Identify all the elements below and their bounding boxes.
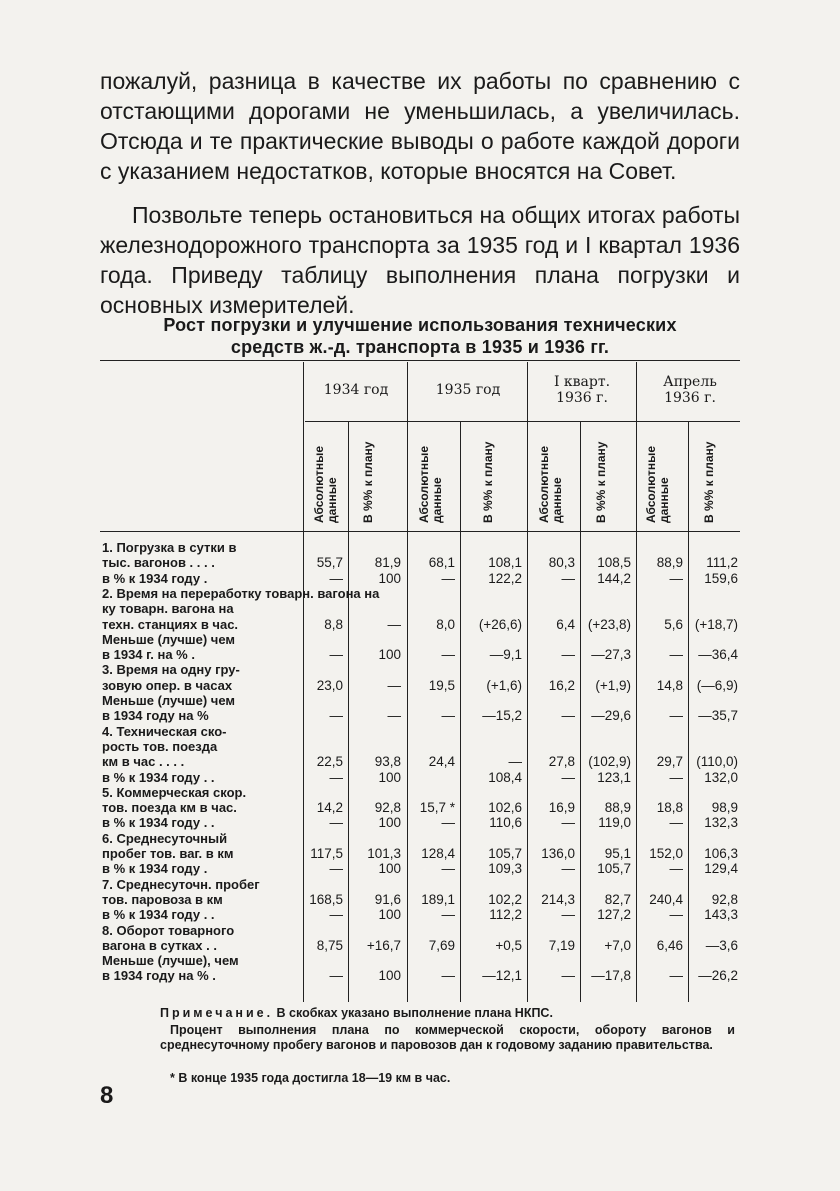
table-cell: 92,8 bbox=[374, 800, 401, 816]
table-cell: 29,7 bbox=[656, 754, 683, 770]
table-caption-line-1: Рост погрузки и улучшение использования технических bbox=[163, 315, 677, 335]
table-row-label: в % к 1934 году . . bbox=[102, 769, 215, 785]
table-cell: 189,1 bbox=[421, 891, 455, 907]
table-cell: 100 bbox=[378, 815, 401, 831]
table-cell: 55,7 bbox=[316, 555, 343, 571]
table-cell: 81,9 bbox=[374, 555, 401, 571]
table-cell: 111,2 bbox=[706, 555, 738, 571]
table-note-2: Процент выполнения плана по коммерческой скорости, обороту вагонов и среднесуточному пробегу вагонов и паровозов дан к годовому заданию правительства. bbox=[160, 1023, 735, 1052]
group-header-1934: 1934 год bbox=[323, 382, 389, 398]
table-cell: 102,6 bbox=[488, 800, 522, 816]
table-cell: — bbox=[329, 907, 343, 923]
table-cell: — bbox=[669, 968, 683, 984]
table-row-label: техн. станциях в час. bbox=[102, 616, 239, 632]
table-cell: 127,2 bbox=[597, 907, 631, 923]
table-row-label: тов. поезда км в час. bbox=[102, 800, 237, 816]
table-cell: 8,0 bbox=[436, 616, 455, 632]
table-cell: 92,8 bbox=[711, 891, 738, 907]
body-paragraph-2: Позвольте теперь остановиться на общих итогах работы железнодорожного транспорта за 1935 год и I квартал 1936 года. Приведу таблицу выполнения плана погрузки и основных измерителей. bbox=[100, 202, 740, 318]
table-cell: 106,3 bbox=[704, 846, 738, 861]
table-cell: 132,0 bbox=[704, 769, 738, 785]
table-cell: (+1,9) bbox=[595, 677, 631, 693]
table-cell: (110,0) bbox=[696, 754, 738, 770]
table-row-label: 6. Среднесуточный bbox=[102, 830, 228, 846]
table-row-label: 3. Время на одну гру- bbox=[102, 662, 240, 678]
page-number: 8 bbox=[100, 1082, 114, 1109]
table-row-label: 2. Время на переработку товарн. вагона на bbox=[102, 585, 380, 601]
table-cell: — bbox=[561, 815, 575, 831]
table-cell: —9,1 bbox=[489, 647, 522, 663]
table-row-label: ку товарн. вагона на bbox=[102, 601, 234, 617]
table-cell: — bbox=[441, 708, 455, 724]
table-cell: — bbox=[669, 708, 683, 724]
table-row-label: Меньше (лучше) чем bbox=[102, 631, 236, 647]
table-cell: — bbox=[329, 968, 343, 984]
table-cell: 7,19 bbox=[548, 937, 575, 953]
table-cell: 109,3 bbox=[488, 861, 522, 877]
table-cell: 100 bbox=[378, 907, 401, 923]
table-cell: 6,4 bbox=[556, 616, 575, 632]
table-cell: 14,2 bbox=[316, 800, 343, 816]
table-cell: — bbox=[561, 968, 575, 984]
table-cell: 18,8 bbox=[656, 800, 683, 816]
footnote: * В конце 1935 года достигла 18—19 км в час. bbox=[170, 1071, 451, 1085]
table-row-label: в 1934 году на % bbox=[102, 708, 209, 724]
table-cell: 8,75 bbox=[316, 937, 343, 953]
table-row-label: вагона в сутках . . bbox=[102, 937, 217, 953]
table-cell: — bbox=[329, 647, 343, 663]
table-cell: 123,1 bbox=[597, 769, 631, 785]
table-cell: 105,7 bbox=[488, 846, 522, 861]
table-row-label: тыс. вагонов . . . . bbox=[102, 555, 215, 571]
table-row-label: 5. Коммерческая скор. bbox=[102, 784, 247, 800]
table-cell: 24,4 bbox=[428, 754, 455, 770]
table-row-label: в % к 1934 году . . bbox=[102, 815, 215, 831]
table-row-label: в % к 1934 году . bbox=[102, 570, 208, 586]
table-cell: — bbox=[329, 861, 343, 877]
table-cell: —17,8 bbox=[591, 968, 631, 984]
table-cell: 82,7 bbox=[604, 891, 631, 907]
subcolumn-divider bbox=[460, 422, 461, 1002]
table-row-label: в 1934 году на % . bbox=[102, 968, 216, 984]
table-cell: — bbox=[561, 769, 575, 785]
table-cell: (102,9) bbox=[588, 754, 631, 770]
table-row-label: в % к 1934 году . . bbox=[102, 907, 215, 923]
table-cell: 100 bbox=[378, 570, 401, 586]
table-cell: 117,5 bbox=[310, 846, 343, 861]
table-cell: — bbox=[441, 907, 455, 923]
table-cell: 88,9 bbox=[604, 800, 631, 816]
table-cell: 8,8 bbox=[324, 616, 343, 632]
group-header-1935: 1935 год bbox=[435, 382, 501, 398]
table-cell: 129,4 bbox=[704, 861, 738, 877]
table-cell: 100 bbox=[378, 769, 401, 785]
table-row-label: в % к 1934 году . bbox=[102, 861, 208, 877]
table-cell: — bbox=[508, 754, 522, 770]
table-row-label: тов. паровоза в км bbox=[102, 891, 223, 907]
table-cell: 68,1 bbox=[428, 555, 455, 571]
table-cell: — bbox=[561, 907, 575, 923]
body-paragraph-1: пожалуй, разница в качестве их работы по сравнению с отстающими дорогами не уменьшилась, а увеличилась. Отсюда и те практические выводы о работе каждой дороги с указанием недостатков, которые вносятся на Совет. bbox=[100, 68, 740, 184]
table-cell: — bbox=[441, 647, 455, 663]
table-cell: 95,1 bbox=[604, 846, 631, 861]
table-row-label: 4. Техническая ско- bbox=[102, 723, 227, 739]
table-cell: —35,7 bbox=[698, 708, 738, 724]
table-cell: 16,9 bbox=[548, 800, 575, 816]
table-cell: (+26,6) bbox=[478, 616, 522, 632]
subheader-absolute: Абсолютные данные bbox=[312, 445, 339, 523]
table-cell: +16,7 bbox=[366, 937, 401, 953]
subheader-absolute: Абсолютные данные bbox=[537, 445, 564, 523]
table-cell: 132,3 bbox=[704, 815, 738, 831]
table-cell: (—6,9) bbox=[696, 677, 738, 693]
table-cell: — bbox=[561, 570, 575, 586]
table-cell: 128,4 bbox=[421, 846, 455, 861]
table-cell: 143,3 bbox=[704, 907, 738, 923]
table-row-label: рость тов. поезда bbox=[102, 738, 218, 754]
table-cell: — bbox=[561, 647, 575, 663]
table-cell: 112,2 bbox=[489, 907, 522, 923]
table-cell: — bbox=[329, 570, 343, 586]
table-cell: — bbox=[329, 815, 343, 831]
subheader-percent: В %% к плану bbox=[594, 441, 608, 523]
subheader-absolute: Абсолютные данные bbox=[417, 445, 444, 523]
group-header-april-1936: Апрель 1936 г. bbox=[663, 374, 717, 406]
table-row-label: 7. Среднесуточн. пробег bbox=[102, 876, 260, 892]
group-header-rule bbox=[305, 421, 740, 422]
table-cell: —26,2 bbox=[698, 968, 738, 984]
note-text: В скобках указано выполнение плана НКПС. bbox=[273, 1006, 553, 1020]
table-cell: 105,7 bbox=[597, 861, 631, 877]
table-cell: 22,5 bbox=[316, 754, 343, 770]
table-caption-line-2: средств ж.-д. транспорта в 1935 и 1936 гг. bbox=[230, 337, 610, 357]
table-cell: +0,5 bbox=[495, 937, 522, 953]
table-cell: — bbox=[441, 815, 455, 831]
table-cell: — bbox=[387, 677, 401, 693]
table-cell: — bbox=[441, 968, 455, 984]
table-cell: — bbox=[441, 570, 455, 586]
table-cell: 159,6 bbox=[704, 570, 738, 586]
table-cell: —12,1 bbox=[482, 968, 522, 984]
table-cell: —36,4 bbox=[698, 647, 738, 663]
table-row-label: пробег тов. ваг. в км bbox=[102, 846, 234, 861]
note-heading: Примечание. bbox=[160, 1006, 274, 1020]
subheader-percent: В %% к плану bbox=[361, 441, 375, 523]
table-cell: — bbox=[669, 570, 683, 586]
table-cell: —15,2 bbox=[482, 708, 522, 724]
table-cell: (+1,6) bbox=[486, 677, 522, 693]
table-caption bbox=[100, 314, 740, 358]
subheader-percent: В %% к плану bbox=[702, 441, 716, 523]
table-cell: 101,3 bbox=[367, 846, 401, 861]
table-cell: 152,0 bbox=[649, 846, 683, 861]
table-row-label: Меньше (лучше) чем bbox=[102, 693, 236, 708]
table-cell: 80,3 bbox=[548, 555, 575, 571]
table-row-label: в 1934 г. на % . bbox=[102, 647, 195, 663]
table-row-label: зовую опер. в часах bbox=[102, 677, 233, 693]
table-cell: 119,0 bbox=[598, 815, 631, 831]
table-cell: — bbox=[329, 769, 343, 785]
table-cell: 240,4 bbox=[649, 891, 683, 907]
table-cell: — bbox=[669, 815, 683, 831]
table-cell: —27,3 bbox=[591, 647, 631, 663]
table-cell: 15,7 * bbox=[419, 800, 455, 816]
table-cell: 88,9 bbox=[656, 555, 683, 571]
table-top-rule bbox=[100, 360, 740, 361]
table-cell: — bbox=[669, 861, 683, 877]
header-bottom-rule bbox=[100, 531, 740, 532]
table-cell: 16,2 bbox=[548, 677, 575, 693]
table-cell: +7,0 bbox=[604, 937, 631, 953]
table-row-label: км в час . . . . bbox=[102, 754, 185, 770]
table-cell: 108,5 bbox=[597, 555, 631, 571]
table-cell: 93,8 bbox=[374, 754, 401, 770]
table-cell: 100 bbox=[378, 861, 401, 877]
table-row-label: Меньше (лучше), чем bbox=[102, 953, 239, 969]
table-cell: 91,6 bbox=[374, 891, 401, 907]
table-cell: 100 bbox=[378, 968, 401, 984]
table-cell: 136,0 bbox=[541, 846, 575, 861]
table-cell: 7,69 bbox=[428, 937, 455, 953]
table-cell: — bbox=[669, 769, 683, 785]
table-row-label: 1. Погрузка в сутки в bbox=[102, 540, 237, 555]
table-cell: 108,4 bbox=[488, 769, 522, 785]
table-cell: 144,2 bbox=[597, 570, 631, 586]
table-cell: — bbox=[387, 708, 401, 724]
table-cell: — bbox=[561, 861, 575, 877]
table-note bbox=[160, 1006, 735, 1021]
table-cell: — bbox=[669, 647, 683, 663]
table-cell: —29,6 bbox=[591, 708, 631, 724]
table-cell: 14,8 bbox=[656, 677, 683, 693]
table-cell: 19,5 bbox=[428, 677, 455, 693]
table-cell: —3,6 bbox=[705, 937, 738, 953]
table-cell: 102,2 bbox=[488, 891, 522, 907]
table-cell: 6,46 bbox=[656, 937, 683, 953]
table-cell: — bbox=[441, 861, 455, 877]
table-cell: 5,6 bbox=[664, 616, 683, 632]
table-cell: — bbox=[387, 616, 401, 632]
table-cell: 23,0 bbox=[316, 677, 343, 693]
table-cell: 110,6 bbox=[489, 815, 522, 831]
table-cell: 108,1 bbox=[488, 555, 522, 571]
table-cell: 214,3 bbox=[541, 891, 575, 907]
table-cell: — bbox=[329, 708, 343, 724]
table-cell: 98,9 bbox=[711, 800, 738, 816]
table-row-label: 8. Оборот товарного bbox=[102, 922, 235, 938]
table-cell: — bbox=[561, 708, 575, 724]
table-cell: 27,8 bbox=[548, 754, 575, 770]
table-cell: 168,5 bbox=[309, 891, 343, 907]
group-header-q1-1936: I кварт. 1936 г. bbox=[553, 374, 611, 406]
table-cell: 100 bbox=[378, 647, 401, 663]
subheader-percent: В %% к плану bbox=[481, 441, 495, 523]
subheader-absolute: Абсолютные данные bbox=[644, 445, 671, 523]
table-cell: (+18,7) bbox=[694, 616, 738, 632]
table-cell: 122,2 bbox=[488, 570, 522, 586]
table-cell: (+23,8) bbox=[587, 616, 631, 632]
table-cell: — bbox=[669, 907, 683, 923]
